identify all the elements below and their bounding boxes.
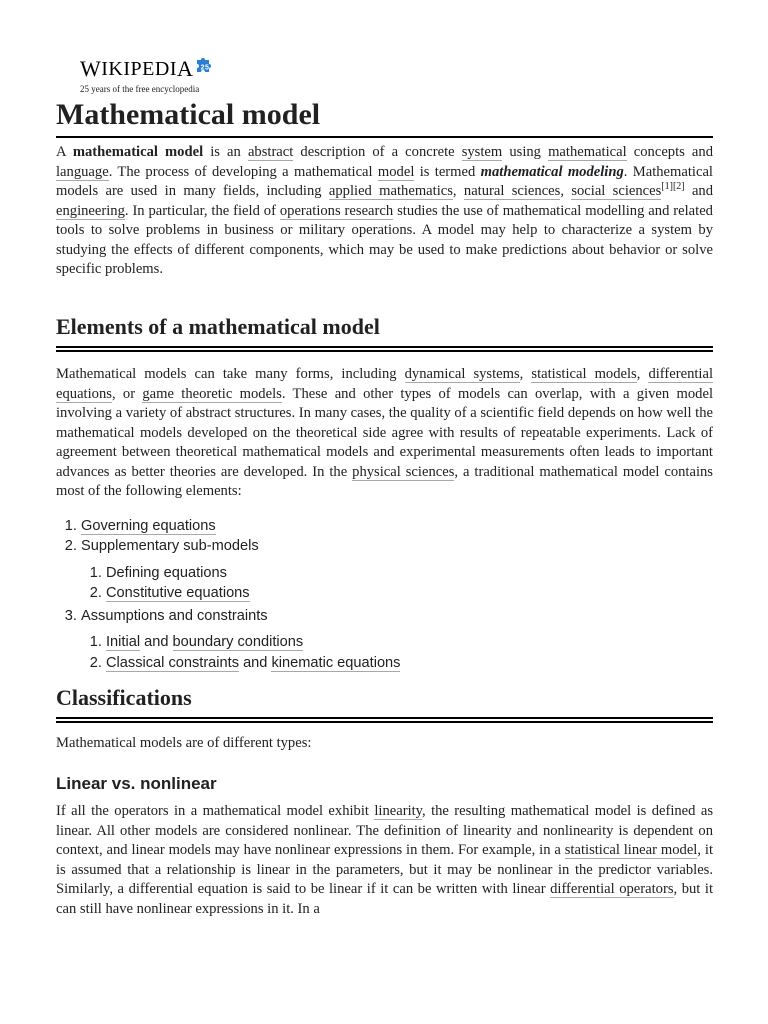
intro-section xyxy=(56,143,713,280)
intro-paragraph: A mathematical model is an abstract description of a concrete system using mathematical concepts and language. The process of developing a mathematical model is termed mathematical modeling. Mathematical models are used in many fields, including applied mathematics, natural sciences, social sciences[1][2] and engineering. In particular, the field of operations research studies the use of mathematical modelling and related tools to solve problems in business or military operations. A model may help to characterize a system by studying the effects of different components, which may be used to make predictions about behavior or solve specific problems. xyxy=(56,144,714,277)
link-differential-equations[interactable]: differential equations xyxy=(56,366,714,402)
linear-paragraph: If all the operators in a mathematical model exhibit linearity, the resulting mathematical model is defined as linear. All other models are considered nonlinear. The definition of linearity and nonlinearity is dependent on context, and linear models may have nonlinear expressions in them. For example, in a statistical linear model, it is assumed that a relationship is linear in the parameters, but it may be nonlinear in the predictor variables. Similarly, a differential equation is said to be linear if it can be written with linear differential operators, but it can still have nonlinear expressions in it. In a xyxy=(56,803,714,917)
puzzle-globe-icon xyxy=(194,55,216,83)
elements-paragraph: Mathematical models can take many forms, including dynamical systems, statistical models, differential equations, or game theoretic models. These and other types of models can overlap, with a given model involving a variety of abstract structures. In many cases, the quality of a scientific field depends on how well the mathematical models developed on the theoretical side agree with results of repeatable experiments. Lack of agreement between theoretical mathematical models and experimental measurements often leads to important advances as better theories are developed. In the physical sciences, a traditional mathematical model contains most of the following elements: xyxy=(56,366,714,499)
list-item: 3. Assumptions and constraints 1. Initial and boundary conditions 2. Classical constraints and kinematic equations xyxy=(81,606,713,674)
wikipedia-logo[interactable] xyxy=(80,55,216,95)
citation-1[interactable]: [1] xyxy=(661,181,673,192)
link-statistical-linear-model[interactable]: statistical linear model xyxy=(564,842,698,858)
wikipedia-wordmark: W IKIPEDI A 25 xyxy=(80,55,216,83)
elements-list xyxy=(56,516,713,674)
subsection-heading-linear: Linear vs. nonlinear xyxy=(56,774,217,793)
link-differential-operators[interactable]: differential operators xyxy=(550,881,674,897)
list-item xyxy=(106,583,713,604)
classifications-section xyxy=(56,684,713,754)
logo-tagline: 25 years of the free encyclopedia xyxy=(80,84,200,94)
link-language[interactable]: language xyxy=(56,163,109,180)
link-dynamical-systems[interactable]: dynamical systems xyxy=(404,366,520,382)
link-classical-constraints[interactable]: Classical constraints xyxy=(106,654,240,671)
list-item: 1. Defining equations xyxy=(106,563,713,584)
link-engineering[interactable]: engineering xyxy=(56,202,125,219)
link-model[interactable]: model xyxy=(377,163,415,180)
link-system[interactable]: system xyxy=(461,144,503,160)
link-operations-research[interactable]: operations research xyxy=(279,202,394,219)
link-governing-equations[interactable]: Governing equations xyxy=(81,517,216,534)
citation-2[interactable]: [2] xyxy=(672,181,685,192)
link-physical-sciences[interactable]: physical sciences xyxy=(352,463,455,480)
link-game-theoretic-models[interactable]: game theoretic models xyxy=(142,385,282,402)
section-heading-elements: Elements of a mathematical model xyxy=(56,313,713,348)
link-kinematic-equations[interactable]: kinematic equations xyxy=(271,654,401,671)
linear-section xyxy=(56,773,713,919)
link-constitutive-equations[interactable]: Constitutive equations xyxy=(106,585,250,601)
link-mathematical[interactable]: mathematical xyxy=(548,144,627,160)
classifications-paragraph: Mathematical models are of different types: xyxy=(56,735,312,751)
section-heading-classifications: Classifications xyxy=(56,684,713,719)
list-item: 2. Classical constraints and kinematic equations xyxy=(106,653,713,674)
link-social-sciences[interactable]: social sciences xyxy=(571,183,662,199)
list-item xyxy=(81,516,713,537)
link-statistical-models[interactable]: statistical models xyxy=(531,366,637,382)
link-boundary-conditions[interactable]: boundary conditions xyxy=(172,634,304,650)
elements-section xyxy=(56,313,713,675)
link-abstract[interactable]: abstract xyxy=(247,144,294,160)
list-item: 1. Initial and boundary conditions xyxy=(106,632,713,653)
svg-text:25: 25 xyxy=(200,64,210,72)
list-item: 2. Supplementary sub-models 1. Defining equations 2. Constitutive equations xyxy=(81,536,713,604)
page-title: Mathematical model xyxy=(56,96,713,138)
link-initial[interactable]: Initial xyxy=(106,634,141,650)
link-natural-sciences[interactable]: natural sciences xyxy=(463,183,561,199)
link-linearity[interactable]: linearity xyxy=(374,803,423,819)
link-applied-mathematics[interactable]: applied mathematics xyxy=(328,183,453,199)
